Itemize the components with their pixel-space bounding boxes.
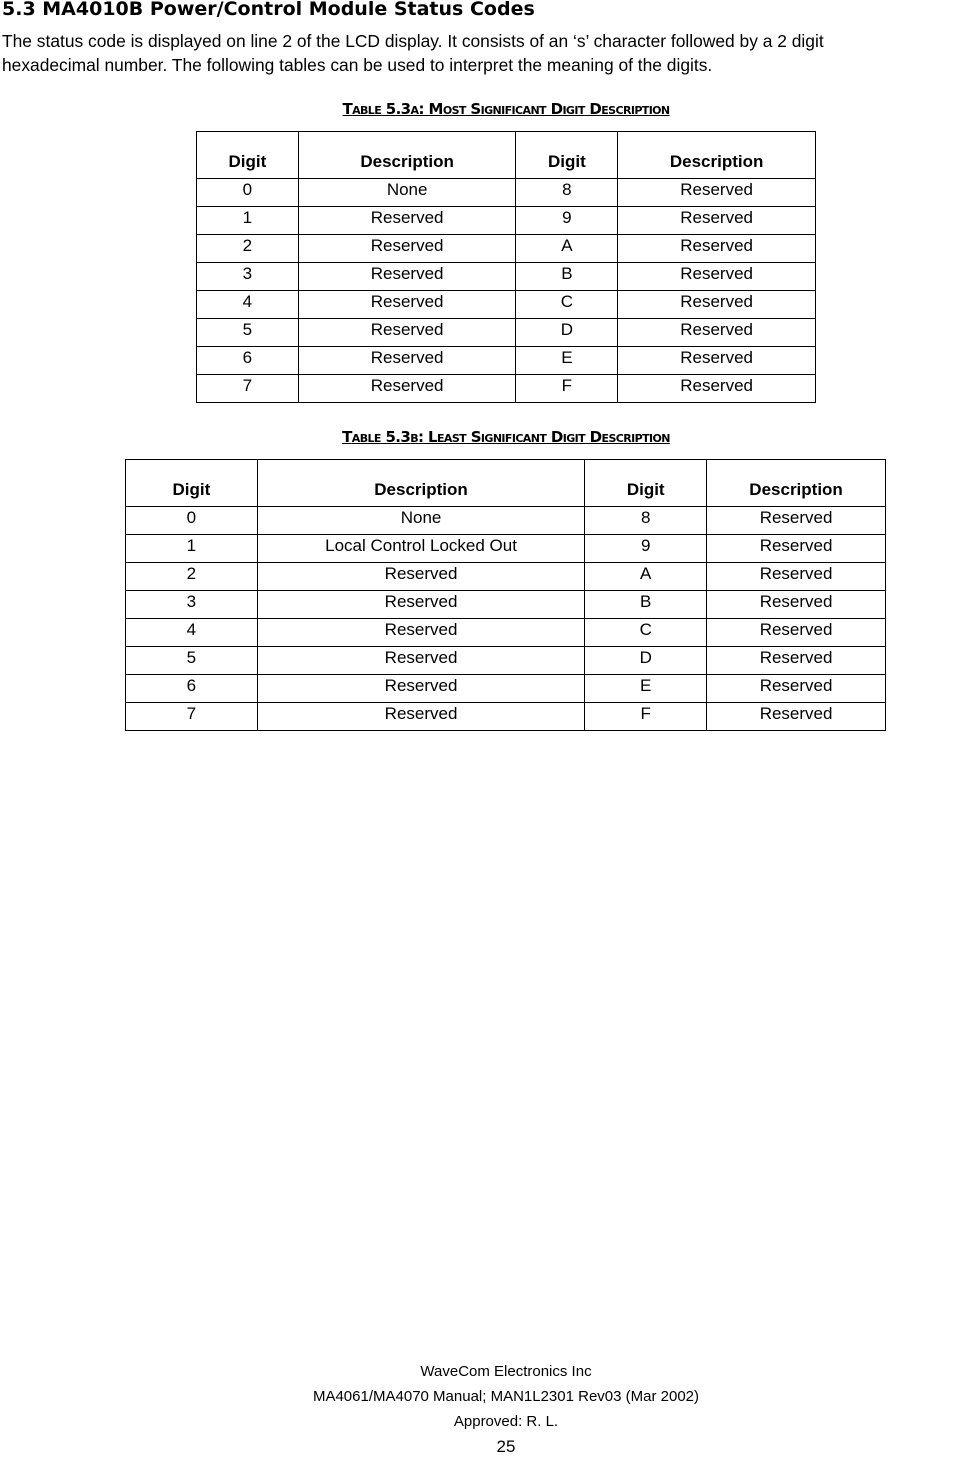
caption-part: EAST — [437, 432, 467, 445]
caption-part: ESCRIPTION — [601, 104, 670, 117]
table-row — [126, 647, 886, 675]
digit-cell: 4 — [197, 291, 299, 319]
caption-part: : M — [418, 100, 443, 118]
description-cell: Reserved — [707, 507, 886, 535]
description-cell: Reserved — [707, 563, 886, 591]
caption-part: T — [342, 100, 353, 118]
caption-part: OST — [442, 104, 466, 117]
description-cell: Reserved — [618, 291, 816, 319]
caption-part: ESCRIPTION — [601, 432, 670, 445]
caption-part: : L — [418, 428, 438, 446]
digit-cell: 6 — [126, 675, 258, 703]
caption-part: ABLE — [352, 104, 382, 117]
column-header: Description — [257, 460, 585, 507]
description-cell: Reserved — [707, 647, 886, 675]
table-row — [197, 207, 816, 235]
digit-cell: 4 — [126, 619, 258, 647]
description-cell: Reserved — [298, 319, 516, 347]
caption-part: T — [342, 428, 352, 446]
table-row — [126, 507, 886, 535]
caption-part: S — [465, 100, 481, 118]
digit-cell: 5 — [126, 647, 258, 675]
table-row — [197, 235, 816, 263]
column-header: Digit — [126, 460, 258, 507]
digit-cell: 5 — [197, 319, 299, 347]
digit-cell: 1 — [197, 207, 299, 235]
digit-cell: A — [516, 235, 618, 263]
column-header: Description — [298, 132, 516, 179]
table-b-caption — [0, 428, 980, 446]
digit-cell: E — [516, 347, 618, 375]
digit-cell: E — [585, 675, 707, 703]
digit-cell: F — [516, 375, 618, 403]
intro-paragraph — [2, 29, 980, 77]
table-row — [197, 347, 816, 375]
footer-approved: Approved: R. L. — [453, 1413, 559, 1430]
description-cell: Reserved — [257, 647, 585, 675]
description-cell: Reserved — [257, 563, 585, 591]
description-cell: Reserved — [707, 619, 886, 647]
description-cell: Reserved — [257, 619, 585, 647]
description-cell: Reserved — [298, 375, 516, 403]
footer-manual: MA4061/MA4070 Manual; MAN1L2301 Rev03 (Mar 2002) — [312, 1388, 700, 1405]
caption-part: B — [410, 432, 419, 445]
table-row — [126, 675, 886, 703]
caption-part: A — [410, 104, 419, 117]
most-significant-digit-table — [196, 131, 816, 403]
section-heading: 5.3 MA4010B Power/Control Module Status Codes — [2, 0, 535, 20]
digit-cell: B — [516, 263, 618, 291]
table-row — [126, 703, 886, 731]
description-cell: Reserved — [618, 207, 816, 235]
table-row — [126, 619, 886, 647]
digit-cell: 1 — [126, 535, 258, 563]
description-cell: Reserved — [257, 703, 585, 731]
column-header: Digit — [516, 132, 618, 179]
digit-cell: 0 — [126, 507, 258, 535]
page-number: 25 — [496, 1437, 516, 1456]
intro-line-2: hexadecimal number. The following tables can be used to interpret the meaning of the digits. — [2, 55, 713, 75]
digit-cell: 9 — [516, 207, 618, 235]
table-row — [197, 263, 816, 291]
caption-part: IGNIFICANT — [480, 432, 547, 445]
column-header: Description — [707, 460, 886, 507]
column-header: Digit — [197, 132, 299, 179]
description-cell: Local Control Locked Out — [257, 535, 585, 563]
least-significant-digit-table — [125, 459, 886, 731]
description-cell: Reserved — [618, 179, 816, 207]
description-cell: Reserved — [298, 347, 516, 375]
digit-cell: 2 — [197, 235, 299, 263]
description-cell: Reserved — [257, 675, 585, 703]
description-cell: Reserved — [707, 591, 886, 619]
column-header: Description — [618, 132, 816, 179]
table-body — [197, 179, 816, 403]
caption-part: D — [545, 100, 563, 118]
digit-cell: 0 — [197, 179, 299, 207]
description-cell: None — [257, 507, 585, 535]
table-row — [197, 319, 816, 347]
digit-cell: 2 — [126, 563, 258, 591]
caption-part: D — [585, 428, 602, 446]
description-cell: Reserved — [618, 319, 816, 347]
caption-part: S — [466, 428, 481, 446]
table-header-row — [126, 460, 886, 507]
digit-cell: 9 — [585, 535, 707, 563]
table-row — [126, 563, 886, 591]
digit-cell: D — [585, 647, 707, 675]
caption-part: 5.3 — [380, 428, 411, 446]
digit-cell: A — [585, 563, 707, 591]
description-cell: Reserved — [257, 591, 585, 619]
description-cell: Reserved — [298, 207, 516, 235]
digit-cell: C — [516, 291, 618, 319]
table-row — [126, 535, 886, 563]
footer-company: WaveCom Electronics Inc — [420, 1363, 592, 1380]
table-body — [126, 507, 886, 731]
description-cell: Reserved — [618, 347, 816, 375]
description-cell: Reserved — [298, 291, 516, 319]
caption-part: IGIT — [562, 432, 586, 445]
digit-cell: 6 — [197, 347, 299, 375]
caption-part: D — [546, 428, 563, 446]
column-header: Digit — [585, 460, 707, 507]
digit-cell: 7 — [126, 703, 258, 731]
digit-cell: 3 — [126, 591, 258, 619]
caption-part: D — [584, 100, 602, 118]
table-row — [126, 591, 886, 619]
description-cell: Reserved — [298, 235, 516, 263]
table-row — [197, 179, 816, 207]
description-cell: Reserved — [618, 375, 816, 403]
table-row — [197, 375, 816, 403]
description-cell: Reserved — [618, 263, 816, 291]
digit-cell: 7 — [197, 375, 299, 403]
table-row — [197, 291, 816, 319]
digit-cell: 3 — [197, 263, 299, 291]
caption-part: ABLE — [351, 432, 381, 445]
description-cell: Reserved — [707, 535, 886, 563]
description-cell: Reserved — [707, 703, 886, 731]
description-cell: Reserved — [298, 263, 516, 291]
table-header-row — [197, 132, 816, 179]
caption-part: 5.3 — [381, 100, 411, 118]
digit-cell: F — [585, 703, 707, 731]
table-a-caption — [0, 100, 980, 118]
digit-cell: C — [585, 619, 707, 647]
intro-line-1: The status code is displayed on line 2 of the LCD display. It consists of an ‘s’ character followed by a 2 digit — [2, 31, 824, 51]
description-cell: Reserved — [707, 675, 886, 703]
digit-cell: D — [516, 319, 618, 347]
caption-part: IGIT — [562, 104, 585, 117]
digit-cell: 8 — [585, 507, 707, 535]
description-cell: None — [298, 179, 516, 207]
digit-cell: 8 — [516, 179, 618, 207]
description-cell: Reserved — [618, 235, 816, 263]
caption-part: IGNIFICANT — [480, 104, 546, 117]
digit-cell: B — [585, 591, 707, 619]
